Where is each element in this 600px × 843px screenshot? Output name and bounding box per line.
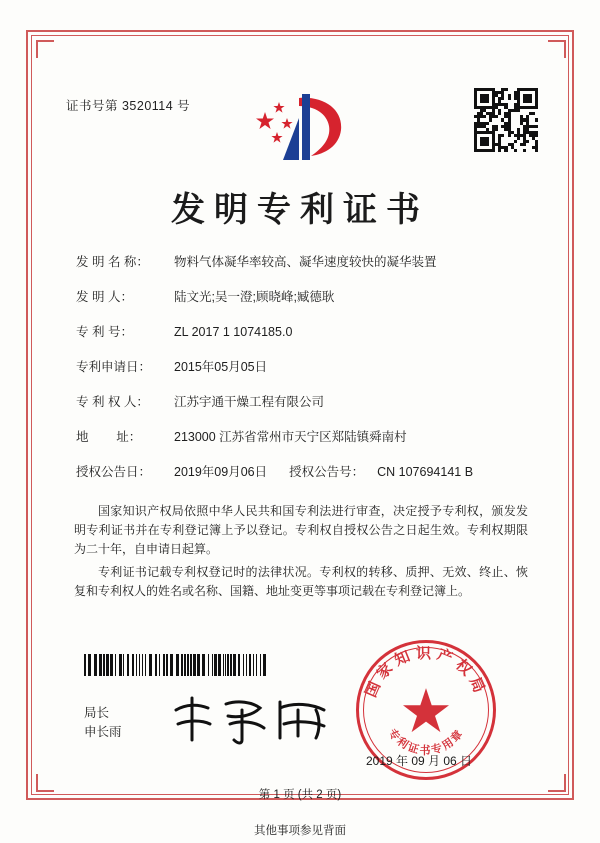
field-label-grant-date: 授权公告日： — [76, 465, 152, 479]
field-row-address — [76, 427, 528, 445]
cnipa-logo-icon — [253, 88, 349, 168]
legal-text — [74, 502, 528, 605]
corner-ornament-top-right — [548, 40, 566, 58]
field-label: 专利申请日： — [76, 360, 152, 374]
field-row-patentee — [76, 392, 528, 410]
field-value-grant-number: CN 107694141 B — [377, 465, 474, 479]
field-row-invention-name — [76, 252, 528, 270]
field-value: 物料气体凝华率较高、凝华速度较快的凝华装置 — [174, 255, 437, 269]
field-label: 发 明 人： — [76, 290, 133, 304]
page-indicator: 第 1 页 (共 2 页) — [258, 789, 342, 801]
field-value: ZL 2017 1 1074185.0 — [174, 325, 293, 339]
field-row-grant — [76, 462, 528, 480]
field-row-inventor — [76, 287, 528, 305]
field-row-application-date — [76, 357, 528, 375]
fields-list — [76, 252, 528, 497]
field-value: 213000 江苏省常州市天宁区郑陆镇舜南村 — [174, 430, 407, 444]
field-row-patent-number — [76, 322, 528, 340]
field-label: 地 址： — [76, 430, 142, 444]
signature-labels — [84, 704, 122, 742]
corner-ornament-top-left — [36, 40, 54, 58]
field-value: 江苏宇通干燥工程有限公司 — [174, 395, 325, 409]
paragraph-2: 专利证书记载专利权登记时的法律状况。专利权的转移、质押、无效、终止、恢复和专利权人的姓名或名称、国籍、地址变更等事项记载在专利登记簿上。 — [74, 565, 528, 598]
handwritten-signature — [168, 690, 338, 750]
seal-date: 2019 年 09 月 06 日 — [366, 754, 473, 768]
svg-text:专利证书专用章: 专利证书专用章 — [385, 726, 467, 757]
page-title: 发明专利证书 — [171, 190, 429, 230]
certificate-number: 证书号第 3520114 号 — [66, 99, 191, 113]
field-value: 2015年05月05日 — [174, 360, 268, 374]
field-value-grant-date: 2019年09月06日 — [174, 465, 268, 479]
paragraph-1: 国家知识产权局依照中华人民共和国专利法进行审查，决定授予专利权，颁发发明专利证书并在专利登记簿上予以登记。专利权自授权公告之日起生效。专利权期限为二十年，自申请日起算。 — [74, 504, 528, 556]
signature-name: 申长雨 — [84, 725, 122, 739]
field-label-grant-number: 授权公告号： — [289, 465, 365, 479]
qr-code — [474, 88, 538, 152]
footnote: 其他事项参见背面 — [254, 825, 346, 837]
field-label: 专 利 号： — [76, 325, 133, 339]
field-label: 专 利 权 人： — [76, 395, 149, 409]
signature-role: 局长 — [84, 706, 110, 720]
barcode — [84, 654, 268, 676]
field-label: 发 明 名 称： — [76, 255, 149, 269]
svg-text:国家知识产权局: 国家知识产权局 — [361, 644, 491, 700]
field-value: 陆文光;吴一澄;顾晓峰;臧德耿 — [174, 290, 335, 304]
